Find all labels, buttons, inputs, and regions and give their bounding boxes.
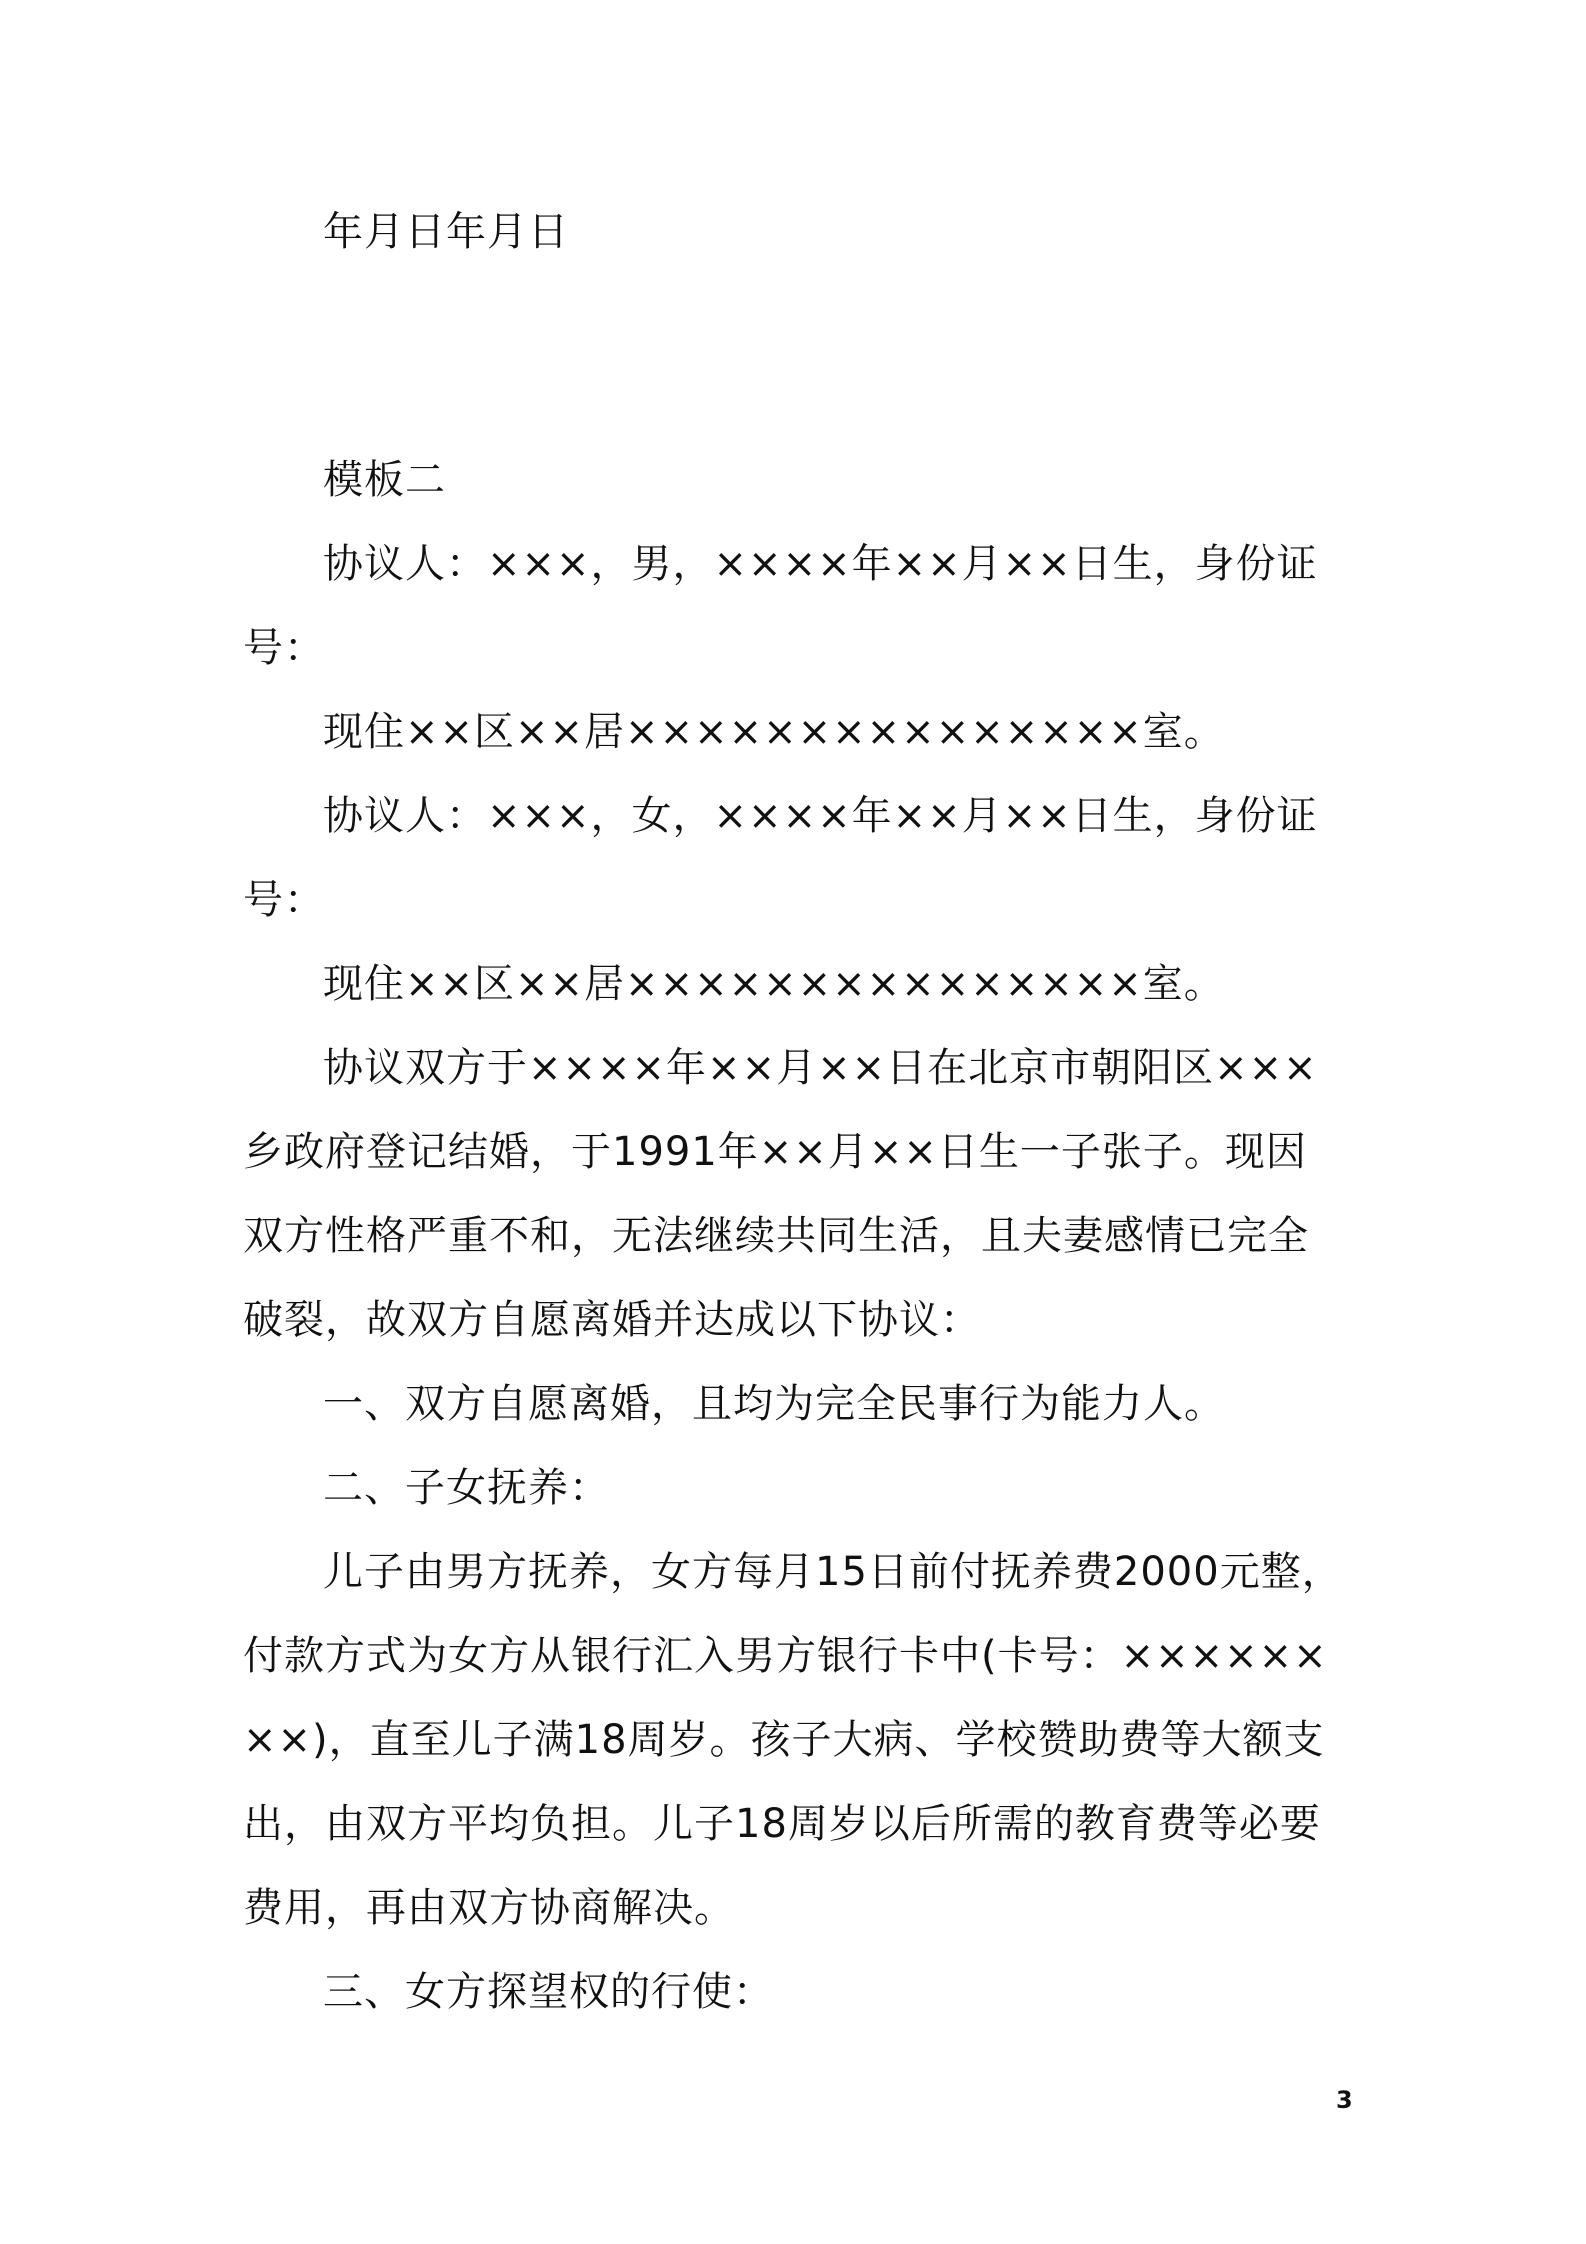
child-support-paragraph: 儿子由男方抚养，女方每月15日前付抚养费2000元整，付款方式为女方从银行汇入男方银行卡中(卡号：××××××××)，直至儿子满18周岁。孩子大病、学校赞助费等大额支出，由双方平均负担。儿子18周岁以后所需的教育费等必要费用，再由双方协商解决。 (243, 1549, 1343, 1931)
party-male-address: 现住××区××居×××××××××××××××室。 (323, 709, 1225, 755)
template-title: 模板二 (323, 457, 446, 503)
clause-one: 一、双方自愿离婚，且均为完全民事行为能力人。 (323, 1381, 1225, 1427)
party-male-info: 协议人：×××，男，××××年××月××日生，身份证号： (243, 541, 1318, 671)
clause-three-heading: 三、女方探望权的行使： (323, 1969, 774, 2015)
date-line: 年月日年月日 (323, 209, 569, 255)
section-spacer (243, 274, 1343, 438)
document-body (243, 190, 1343, 2034)
marriage-background-paragraph: 协议双方于××××年××月××日在北京市朝阳区×××乡政府登记结婚，于1991年××月××日生一子张子。现因双方性格严重不和，无法继续共同生活，且夫妻感情已完全破裂，故双方自愿离婚并达成以下协议： (243, 1045, 1318, 1343)
party-female-address: 现住××区××居×××××××××××××××室。 (323, 961, 1225, 1007)
page-number: 3 (1336, 2086, 1353, 2114)
party-female-info: 协议人：×××，女，××××年××月××日生，身份证号： (243, 793, 1318, 923)
clause-two-heading: 二、子女抚养： (323, 1465, 610, 1511)
